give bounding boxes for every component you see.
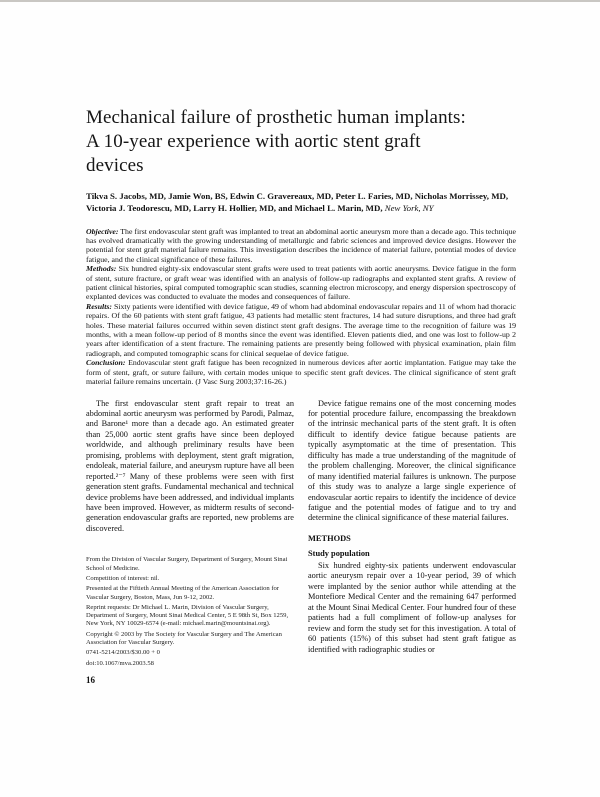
footnote-reprints: Reprint requests: Dr Michael L. Marin, Division of Vascular Surgery, Department of Surgery, Mount Sinai Medical Center, 5 E 98th St, Box 1259, New York, NY 10029-6574 (e-mail: michael.marin@mountsinai.org).: [86, 603, 289, 628]
footnotes-block: [86, 556, 294, 668]
body-paragraph-device-fatigue: Device fatigue remains one of the most concerning modes for potential procedure failure, encompassing the breakdown of the intrinsic mechanical parts of the stent graft. It is often difficult to identify device fatigue because patients are typically asymptomatic at the time of presentation. This difficulty has made a true understanding of the magnitude of the problem challenging. Moreover, the clinical significance of many identified material failures is unknown. The purpose of this study was to analyze a large single experience of endovascular aortic repairs to identify the incidence of device fatigue and the potential modes of fatigue and to try and determine the clinical significance of these material failures.: [308, 398, 516, 523]
study-population-heading: Study population: [308, 548, 370, 558]
author-names: Tikva S. Jacobs, MD, Jamie Won, BS, Edwin C. Gravereaux, MD, Peter L. Faries, MD, Nicholas Morrissey, MD, Victoria J. Teodorescu, MD, Larry H. Hollier, MD, and Michael L. Marin, MD,: [86, 191, 509, 214]
title-block: [86, 106, 516, 215]
abstract-results-text: Sixty patients were identified with device fatigue, 49 of whom had abdominal endovascular repairs and 11 of whom had thoracic repairs. Of the 60 patients with stent graft fatigue, 43 patients had metallic stent fractures, 14 had suture disruptions, and three had graft holes. These material failures occurred within seven distinct stent graft designs. The average time to the recognition of failure was 19 months, with a mean follow-up period of 8 months since the event was identified. Eleven patients died, and one was lost to follow-up 2 years after identification of a stent fracture. The remaining patients are presently being followed with physical examination, plain film radiograph, and computed tomographic scans for clinical sequelae of device fatigue.: [86, 301, 516, 358]
abstract-section: [86, 227, 516, 387]
title-line-2: A 10-year experience with aortic stent graft: [86, 131, 421, 152]
abstract-conclusion-label: Conclusion:: [86, 358, 126, 368]
title-line-1: Mechanical failure of prosthetic human implants:: [86, 107, 466, 128]
study-population-paragraph: Six hundred eighty-six patients underwent endovascular aortic aneurysm repair over a 10-year period, 39 of which were implanted by the senior author while attending at the Montefiore Medical Center and the remaining 647 performed at the Mount Sinai Medical Center. Four hundred four of these patients had a full compliment of follow-up analyses for review and form the study set for this investigation. A total of 60 patients (15%) of this subset had stent graft fatigue as identified with radiographic studies or: [308, 560, 516, 654]
abstract-objective-text: The first endovascular stent graft was implanted to treat an abdominal aortic aneurysm more than a decade ago. This technique has evolved dramatically with the growing understanding of metallurgic and fabric sciences and improved device designs. However the potential for stent graft material failure remains. This investigation describes the incidence of material failure, potential modes of device fatigue, and the clinical significance of these failures.: [86, 226, 517, 264]
footnote-issn: 0741-5214/2003/$30.00 + 0: [86, 649, 160, 657]
abstract-objective-label: Objective:: [86, 226, 119, 236]
abstract-results-label: Results:: [86, 301, 112, 311]
page-content: [86, 106, 516, 685]
body-paragraph-intro: The first endovascular stent graft repair to treat an abdominal aortic aneurysm was performed by Parodi, Palmaz, and Barone¹ more than a decade ago. An estimated greater than 25,000 aortic stent grafts have since been deployed worldwide, and although preliminary results have been promising, problems with deployment, stent graft migration, endoleak, material failure, and aneurysm rupture have all been reported.²⁻⁷ Many of these problems were seen with first generation stent grafts. Fundamental mechanical and technical device problems have been addressed, and individual implants have been improved. However, as midterm results of second-generation endovascular grafts are reported, new problems are discovered.: [86, 398, 294, 533]
footnote-competition: Competition of interest: nil.: [86, 574, 160, 582]
author-list: [86, 190, 516, 215]
abstract-objective: [86, 227, 516, 265]
paper-title: [86, 106, 516, 178]
column-right: [308, 399, 516, 685]
footnote-affiliation: From the Division of Vascular Surgery, Department of Surgery, Mount Sinai School of Medicine.: [86, 556, 288, 572]
title-line-3: devices: [86, 155, 144, 176]
abstract-methods: [86, 264, 516, 302]
article-body: [86, 399, 516, 685]
footnote-doi: doi:10.1067/mva.2003.58: [86, 659, 154, 667]
abstract-results: [86, 302, 516, 358]
footnote-copyright: Copyright © 2003 by The Society for Vascular Surgery and The American Association for Vascular Surgery.: [86, 630, 282, 647]
abstract-conclusion: [86, 358, 516, 386]
author-location: New York, NY: [384, 203, 434, 214]
abstract-methods-text: Six hundred eighty-six endovascular stent grafts were used to treat patients with aortic aneurysms. Device fatigue in the form of stent, suture fracture, or graft wear was identified with an analysis of follow-up radiographs and explanted stent grafts. A review of patient clinical histories, spiral computed tomographic scan studies, scanning electron microscopy, and energy dispersion spectroscopy of explanted devices was conducted to evaluate the modes and consequences of failure.: [86, 264, 517, 302]
methods-heading: METHODS: [308, 533, 351, 543]
abstract-methods-label: Methods:: [86, 264, 117, 274]
abstract-conclusion-text: Endovascular stent graft fatigue has been recognized in numerous devices after aortic implantation. Fatigue may take the form of stent, graft, or suture failure, with certain modes unique to specific stent graft devices. The clinical significance of stent graft material failure remains uncertain. (J Vasc Surg 2003;37:16-26.): [86, 358, 516, 387]
footnote-presented: Presented at the Fiftieth Annual Meeting of the American Association for Vascular Surgery, Boston, Mass, Jun 9-12, 2002.: [86, 585, 280, 601]
column-left: [86, 399, 294, 685]
page-number: 16: [86, 674, 95, 685]
